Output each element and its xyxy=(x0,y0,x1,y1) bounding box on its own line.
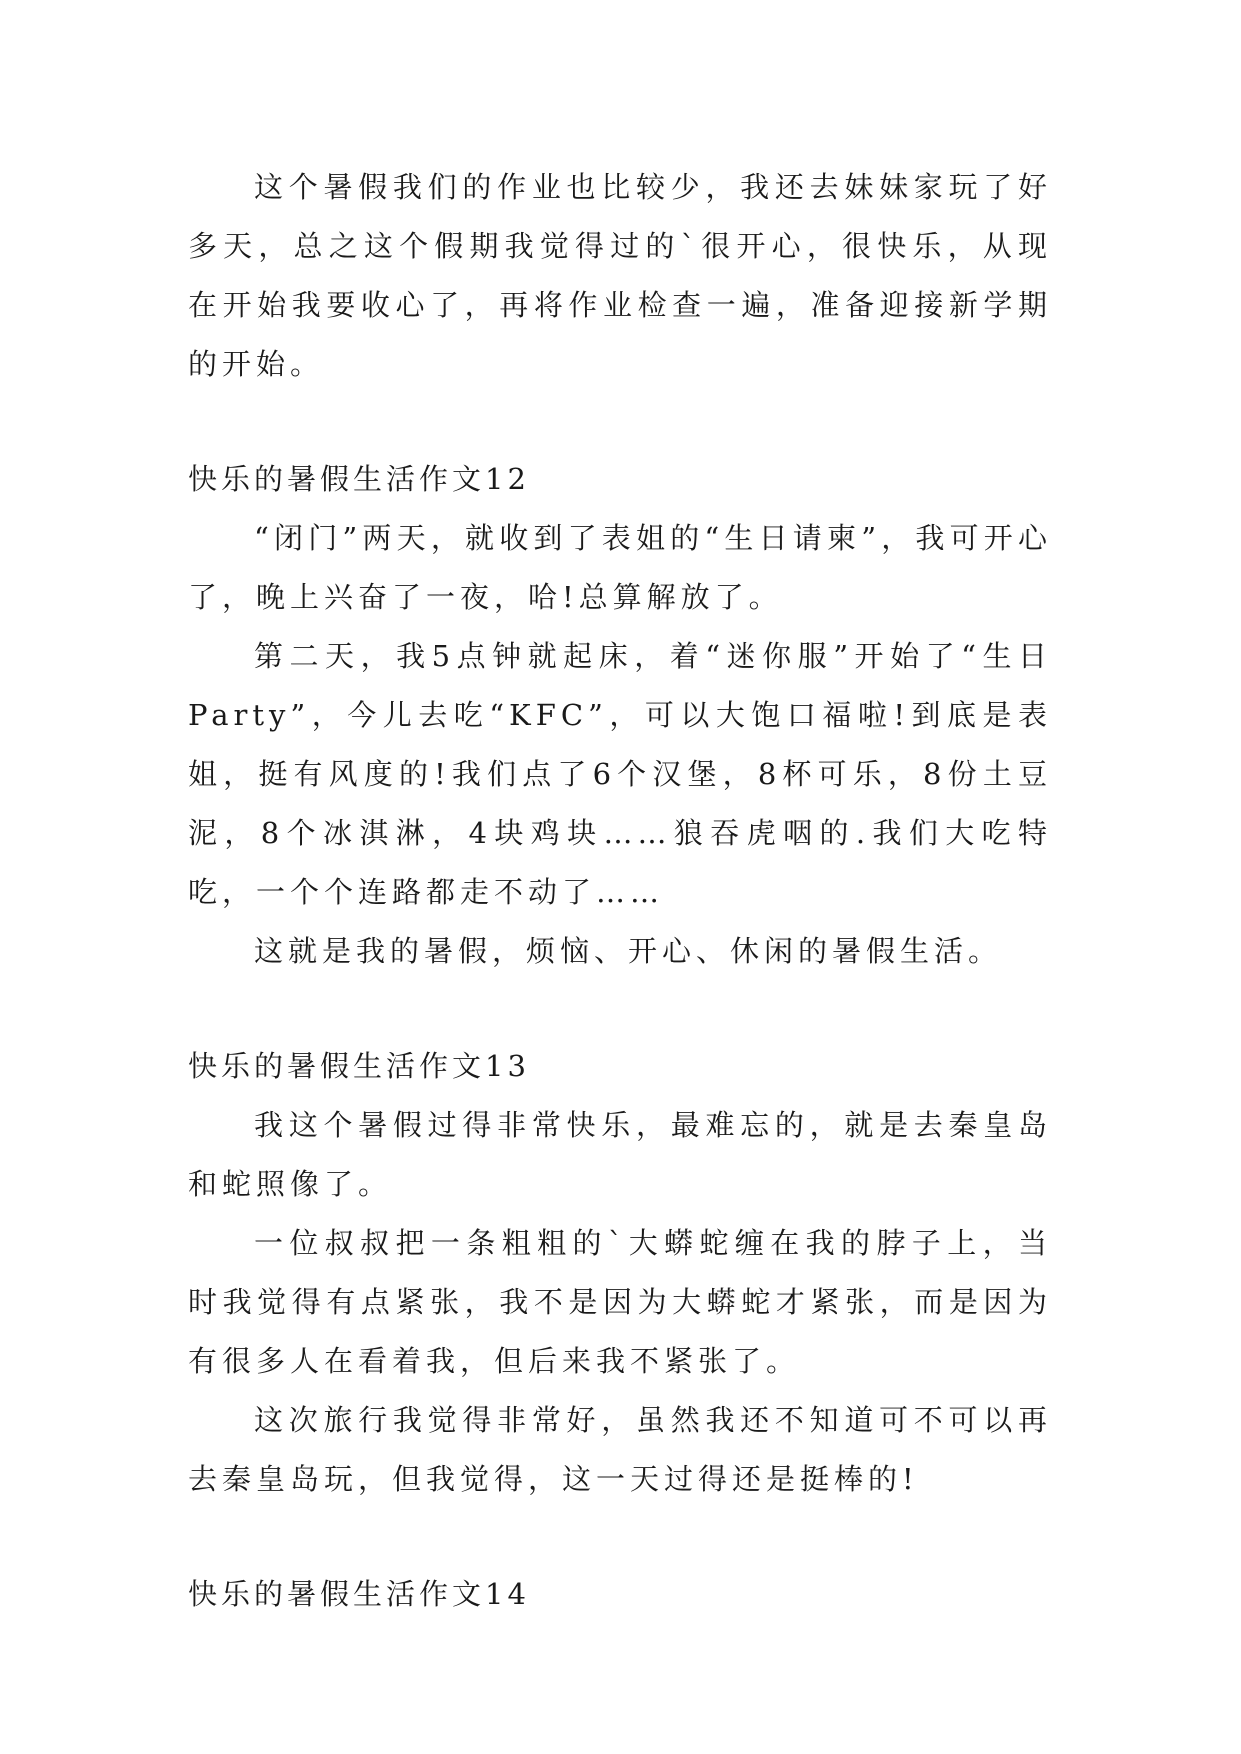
section-gap xyxy=(188,981,1052,1037)
section-title-14: 快乐的暑假生活作文14 xyxy=(188,1577,530,1611)
section-title-12: 快乐的暑假生活作文12 xyxy=(188,462,530,496)
paragraph: 一位叔叔把一条粗粗的`大蟒蛇缠在我的脖子上，当时我觉得有点紧张，我不是因为大蟒蛇才紧张，而是因为有很多人在看着我，但后来我不紧张了。 xyxy=(188,1226,1052,1378)
paragraph: “闭门”两天，就收到了表姐的“生日请柬”，我可开心了，晚上兴奋了一夜，哈!总算解放了。 xyxy=(188,521,1052,614)
paragraph: 这个暑假我们的作业也比较少，我还去妹妹家玩了好多天，总之这个假期我觉得过的`很开心，很快乐，从现在开始我要收心了，再将作业检查一遍，准备迎接新学期的开始。 xyxy=(188,170,1052,381)
section-gap xyxy=(188,1509,1052,1565)
paragraph: 我这个暑假过得非常快乐，最难忘的，就是去秦皇岛和蛇照像了。 xyxy=(188,1108,1052,1201)
section-title-13: 快乐的暑假生活作文13 xyxy=(188,1049,530,1083)
paragraph: 第二天，我5点钟就起床，着“迷你服”开始了“生日Party”，今儿去吃“KFC”，可以大饱口福啦!到底是表姐，挺有风度的!我们点了6个汉堡，8杯可乐，8份土豆泥，8个冰淇淋，4块鸡块……狼吞虎咽的.我们大吃特吃，一个个连路都走不动了…… xyxy=(188,639,1052,909)
document-page xyxy=(188,158,1052,1624)
paragraph: 这就是我的暑假，烦恼、开心、休闲的暑假生活。 xyxy=(254,934,1003,968)
paragraph: 这次旅行我觉得非常好，虽然我还不知道可不可以再去秦皇岛玩，但我觉得，这一天过得还是挺棒的! xyxy=(188,1403,1052,1496)
section-gap xyxy=(188,394,1052,450)
